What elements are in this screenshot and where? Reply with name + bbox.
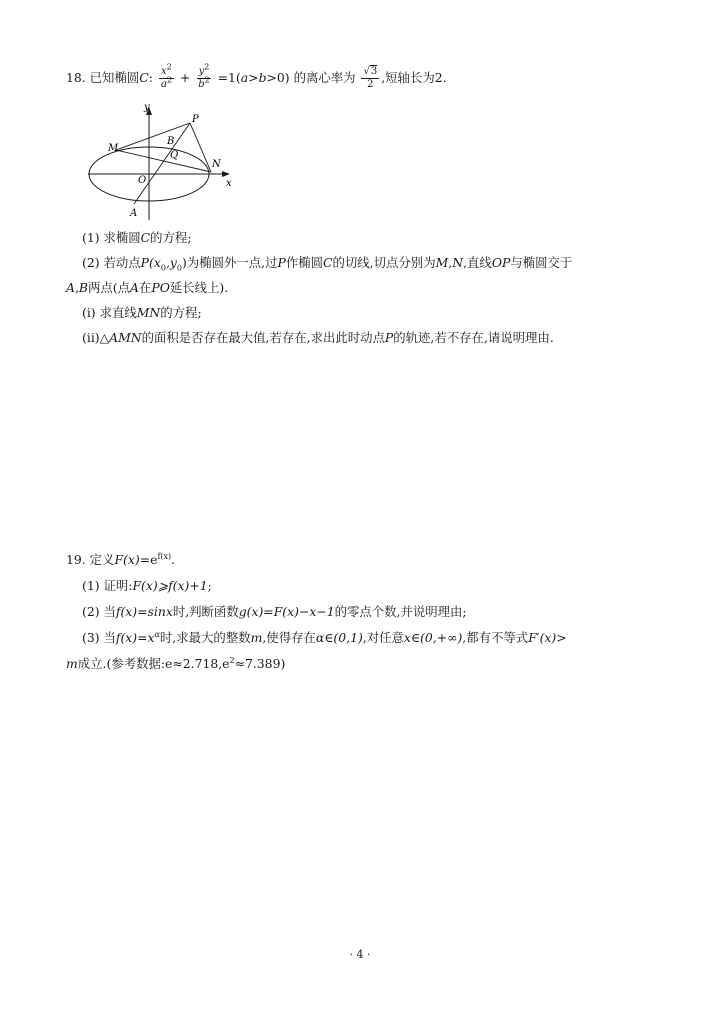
q19-p1-pre: (1) 证明: xyxy=(82,578,133,593)
part-ii-end: 的轨迹,若不存在,请说明理由. xyxy=(393,330,554,345)
part-i-pre: (ⅰ) 求直线 xyxy=(82,305,137,320)
q19-p3-pre: (3) 当 xyxy=(82,630,116,645)
q19-def-pre: 定义 xyxy=(89,552,115,567)
q19-p3-x: x∈(0,+∞) xyxy=(403,630,463,645)
q19-p3-Fp: F′(x)> xyxy=(528,630,567,645)
q19-p3b-text: 成立.(参考数据:e≈2.718,e xyxy=(77,656,230,671)
ellipse-C: C xyxy=(139,70,149,85)
q18-part2-cont xyxy=(66,280,228,296)
q19-p2-end: 的零点个数,并说明理由; xyxy=(334,604,467,619)
part2-C: C xyxy=(323,255,333,270)
part2-mid2: 作椭圆 xyxy=(285,255,324,270)
q19-part3 xyxy=(82,630,567,646)
q18-stem-pre: 已知椭圆 xyxy=(89,70,140,85)
part2b-mid2: 在 xyxy=(138,280,152,295)
cond-b: b xyxy=(258,70,267,85)
q19-p3-mid4: ,都有不等式 xyxy=(462,630,529,645)
part2-P2: P xyxy=(277,255,286,270)
part2-end: 与椭圆交于 xyxy=(510,255,573,270)
sq-3: 2 xyxy=(204,62,210,72)
frac-a: a xyxy=(160,79,167,90)
q19-stem xyxy=(66,552,175,568)
q19-p3-alpha: α xyxy=(154,629,160,639)
label-O: O xyxy=(138,175,147,186)
part2b-sep: , xyxy=(74,280,79,295)
q19-part3-cont xyxy=(66,656,285,672)
frac-x2-a2 xyxy=(159,62,174,91)
q19-p2-g: g(x)=F(x)−x−1 xyxy=(238,604,335,619)
q18-part-ii xyxy=(82,330,554,346)
part2-comma: ,y xyxy=(165,255,177,270)
part-ii-pre: (ⅱ)△ xyxy=(82,330,110,345)
part2b-A2: A xyxy=(130,280,139,295)
colon: : xyxy=(148,70,153,85)
part2-M: M xyxy=(435,255,449,270)
q19-p1-end: ; xyxy=(207,578,212,593)
q19-p2-cond: f(x)=sinx xyxy=(115,604,173,619)
q18-stem-end: ,短轴长为2. xyxy=(381,70,447,85)
label-P: P xyxy=(192,114,199,125)
part2b-end: 延长线上). xyxy=(169,280,229,295)
q19-p2-pre: (2) 当 xyxy=(82,604,116,619)
q19-p3-mid: 时,求最大的整数 xyxy=(159,630,251,645)
part2-P: P xyxy=(140,255,150,270)
part1-end: 的方程; xyxy=(150,230,192,245)
q19-p3-m: m xyxy=(250,630,263,645)
sq-1: 2 xyxy=(166,62,172,72)
gt2: >0) xyxy=(266,70,290,85)
part2-N: N xyxy=(452,255,464,270)
q18-stem-mid: 的离心率为 xyxy=(293,70,356,85)
part2-mid3: 的切线,切点分别为 xyxy=(332,255,436,270)
q19-p3-mid3: ,对任意 xyxy=(362,630,404,645)
sq-4: 2 xyxy=(204,75,210,85)
part1-C: C xyxy=(140,230,151,245)
frac-y2-b2 xyxy=(196,62,212,91)
part2-mid4: ,直线 xyxy=(463,255,492,270)
q19-def-exp: f(x) xyxy=(157,551,172,561)
part-ii-P: P xyxy=(384,330,394,345)
q19-def-eq: =e xyxy=(139,552,158,567)
sqrt-3: 3 xyxy=(370,66,378,77)
part-i-MN: MN xyxy=(136,305,161,320)
ellipse-figure xyxy=(86,100,238,222)
label-N: N xyxy=(212,159,221,170)
q18-part-i xyxy=(82,305,202,321)
eq-cond: =1( xyxy=(217,70,241,85)
frac-x: x xyxy=(161,66,167,77)
part2-sep: , xyxy=(448,255,453,270)
frac-b: b xyxy=(198,79,205,90)
part2-OP: OP xyxy=(491,255,511,270)
label-B: B xyxy=(167,136,175,147)
q19-p1-expr: F(x)⩾f(x)+1 xyxy=(132,578,208,593)
q19-p3b-end: ≈7.389) xyxy=(234,656,286,671)
part2b-B: B xyxy=(78,280,89,295)
part2-coord: (x xyxy=(149,255,161,270)
label-Q: Q xyxy=(170,150,179,161)
sub0-a: 0 xyxy=(160,263,166,273)
q18-part1 xyxy=(82,230,192,246)
part1-pre: (1) 求椭圆 xyxy=(82,230,141,245)
cond-a: a xyxy=(240,70,249,85)
sq-2: 2 xyxy=(166,75,172,85)
part-ii-AMN: AMN xyxy=(109,330,142,345)
part-ii-mid: 的面积是否存在最大值,若存在,求出此时动点 xyxy=(141,330,385,345)
q19-def-F: F(x) xyxy=(114,552,140,567)
q19-p2-mid: 时,判断函数 xyxy=(172,604,239,619)
part2b-mid: 两点(点 xyxy=(88,280,131,295)
q18-part2 xyxy=(82,255,572,271)
q19-number: 19. xyxy=(66,552,86,567)
part2b-A: A xyxy=(66,280,75,295)
q19-part1 xyxy=(82,578,212,594)
part2-pre: (2) 若动点 xyxy=(82,255,141,270)
gt1: > xyxy=(248,70,259,85)
q18-number: 18. xyxy=(66,70,86,85)
q19-part2 xyxy=(82,604,467,620)
label-x: x xyxy=(226,178,232,189)
frac-y: y xyxy=(198,66,205,77)
den-2: 2 xyxy=(367,79,374,90)
q19-p3-alpha2: α∈(0,1) xyxy=(315,630,363,645)
q19-p3-f: f(x)=x xyxy=(115,630,155,645)
part2-close: ) xyxy=(181,255,187,270)
plus: + xyxy=(179,70,191,85)
part2b-PO: PO xyxy=(151,280,170,295)
label-y: y xyxy=(144,102,150,113)
part-i-end: 的方程; xyxy=(160,305,202,320)
label-A: A xyxy=(130,208,138,219)
label-M: M xyxy=(108,143,119,154)
part2-mid: 为椭圆外一点,过 xyxy=(186,255,278,270)
q19-p3b-sq: 2 xyxy=(229,655,235,665)
q18-stem xyxy=(66,62,447,91)
q19-def-end: . xyxy=(171,552,176,567)
sub0-b: 0 xyxy=(176,263,182,273)
frac-sqrt3-2: $\frac{√3}{2}$ xyxy=(363,66,378,90)
ellipse-diagram xyxy=(86,100,238,222)
q19-p3-mid2: ,使得存在 xyxy=(262,630,316,645)
q19-p3b-m: m xyxy=(66,656,78,671)
page-number: · 4 · xyxy=(349,948,371,961)
